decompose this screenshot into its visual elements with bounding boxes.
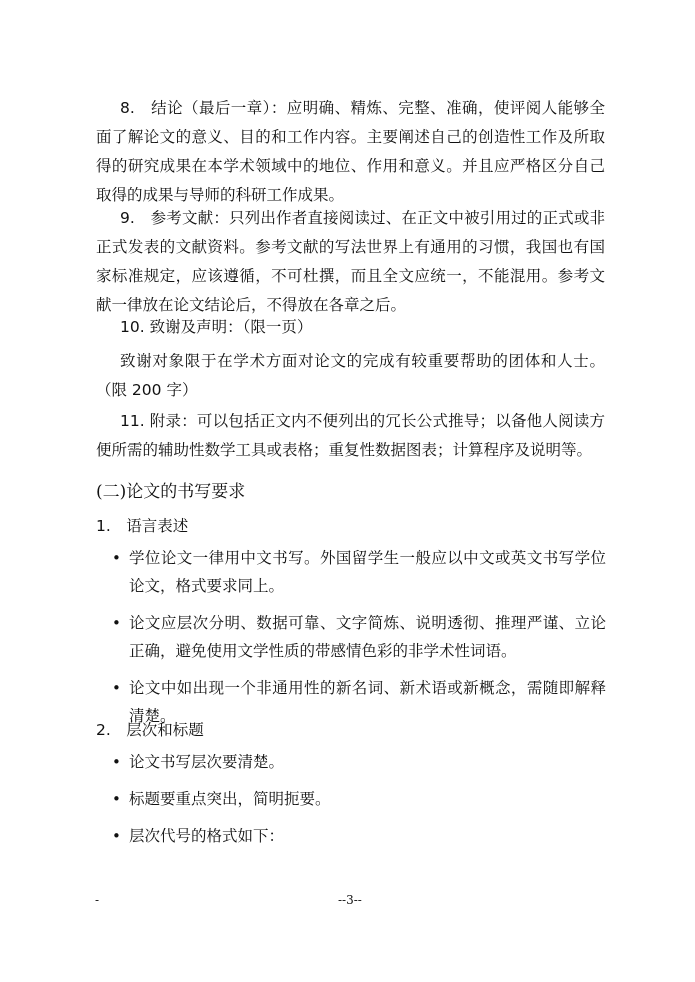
section-heading: (二)论文的书写要求: [96, 482, 246, 502]
list-item: • 层次代号的格式如下：: [112, 822, 606, 850]
list-item: • 论文应层次分明、数据可靠、文字简炼、说明透彻、推理严谨、立论正确，避免使用文学性质的带感情色彩的非学术性词语。: [112, 609, 606, 665]
paragraph-conclusion: 8. 结论（最后一章）：应明确、精炼、完整、准确，使评阅人能够全面了解论文的意义、目的和工作内容。主要阐述自己的创造性工作及所取得的研究成果在本学术领域中的地位、作用和意义。并且应严格区分自己取得的成果与导师的科研工作成果。: [96, 99, 605, 204]
hierarchy-bullet-list: [112, 748, 606, 859]
list-item: • 论文书写层次要清楚。: [112, 748, 606, 776]
language-bullet-list: [112, 544, 606, 739]
list-item: • 标题要重点突出，简明扼要。: [112, 785, 606, 813]
paragraph-appendix: 11. 附录：可以包括正文内不便列出的冗长公式推导；以备他人阅读方便所需的辅助性数学工具或表格；重复性数据图表；计算程序及说明等。: [96, 412, 605, 459]
paragraph-acknowledgement-body: 致谢对象限于在学术方面对论文的完成有较重要帮助的团体和人士。（限 200 字）: [96, 352, 605, 399]
list-item: • 学位论文一律用中文书写。外国留学生一般应以中文或英文书写学位论文，格式要求同上。: [112, 544, 606, 600]
subsection-language-title: 1. 语言表述: [96, 517, 189, 535]
footer-mark: -: [95, 893, 100, 907]
page-number: --3--: [338, 893, 362, 907]
paragraph-references: 9. 参考文献：只列出作者直接阅读过、在正文中被引用过的正式或非正式发表的文献资料。参考文献的写法世界上有通用的习惯，我国也有国家标准规定，应该遵循，不可杜撰，而且全文应统一，不能混用。参考文献一律放在论文结论后，不得放在各章之后。: [96, 209, 605, 314]
subsection-hierarchy-title: 2. 层次和标题: [96, 721, 204, 739]
list-item: • 论文中如出现一个非通用性的新名词、新术语或新概念，需随即解释清楚。: [112, 674, 606, 730]
paragraph-acknowledgement-title: 10. 致谢及声明：（限一页）: [120, 318, 313, 336]
